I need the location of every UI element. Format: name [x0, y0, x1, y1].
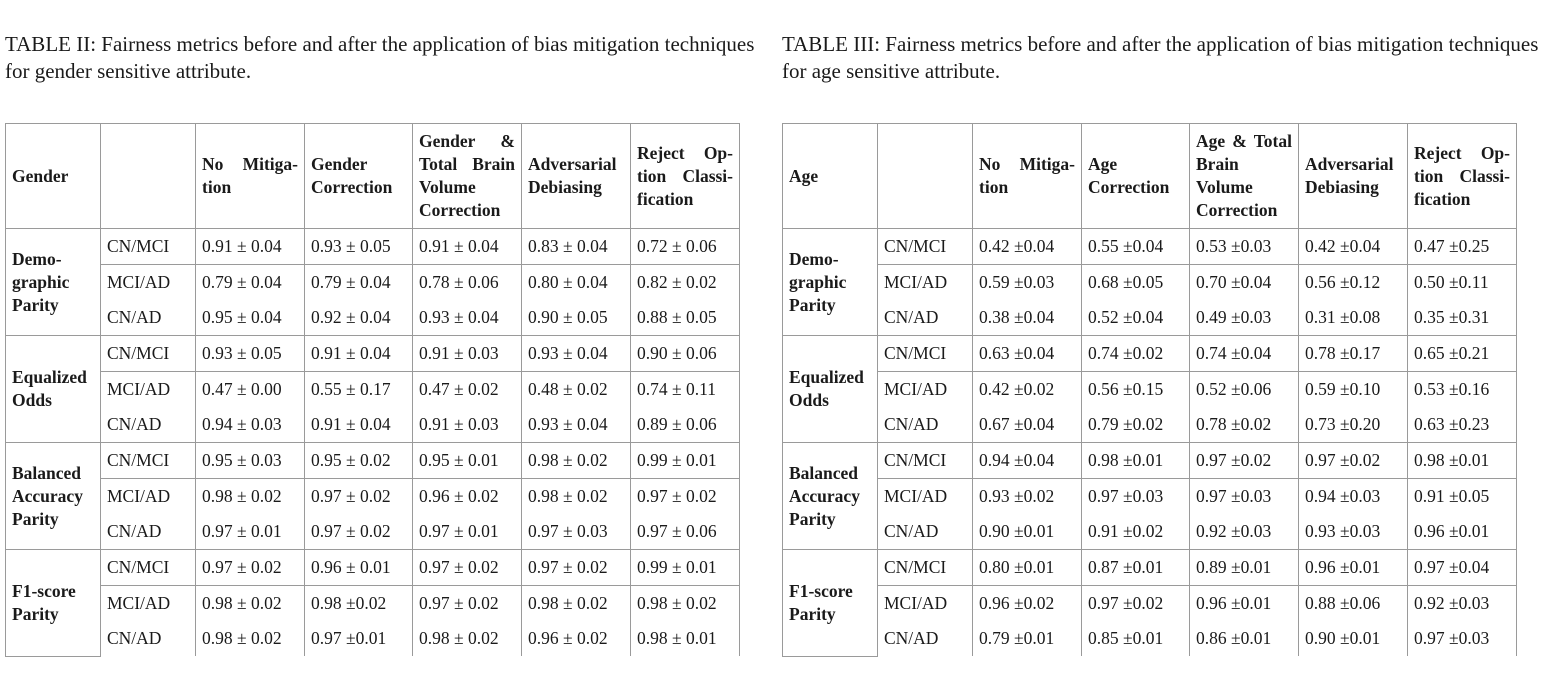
metric-value-cell: 0.97 ±0.03	[1408, 621, 1517, 656]
comparison-cell: MCI/AD	[878, 265, 973, 301]
table-row	[783, 479, 1517, 515]
metric-value-cell: 0.99 ± 0.01	[631, 443, 740, 479]
metric-name-cell: F1-score Parity	[6, 550, 101, 657]
metric-value-cell: 0.97 ±0.01	[305, 621, 413, 656]
metric-value-cell: 0.74 ±0.02	[1082, 336, 1190, 372]
metric-value-cell: 0.65 ±0.21	[1408, 336, 1517, 372]
metric-value-cell: 0.94 ±0.03	[1299, 479, 1408, 515]
metric-value-cell: 0.59 ±0.10	[1299, 372, 1408, 408]
metric-value-cell: 0.98 ± 0.01	[631, 621, 740, 656]
table-row	[6, 550, 740, 586]
metric-value-cell: 0.94 ± 0.03	[196, 407, 305, 443]
comparison-cell: CN/AD	[101, 514, 196, 550]
metric-value-cell: 0.31 ±0.08	[1299, 300, 1408, 336]
metric-value-cell: 0.97 ±0.03	[1190, 479, 1299, 515]
metric-value-cell: 0.87 ±0.01	[1082, 550, 1190, 586]
table-row	[6, 336, 740, 372]
metric-value-cell: 0.42 ±0.04	[1299, 229, 1408, 265]
metric-value-cell: 0.96 ± 0.02	[522, 621, 631, 656]
table-row	[783, 621, 1517, 656]
table-row	[6, 514, 740, 550]
metric-value-cell: 0.67 ±0.04	[973, 407, 1082, 443]
metric-value-cell: 0.59 ±0.03	[973, 265, 1082, 301]
metric-value-cell: 0.98 ±0.01	[1082, 443, 1190, 479]
metric-value-cell: 0.98 ± 0.02	[196, 586, 305, 622]
metric-value-cell: 0.78 ± 0.06	[413, 265, 522, 301]
table-row	[6, 300, 740, 336]
metric-value-cell: 0.96 ± 0.02	[413, 479, 522, 515]
metric-value-cell: 0.96 ±0.02	[973, 586, 1082, 622]
metric-value-cell: 0.92 ±0.03	[1190, 514, 1299, 550]
metric-value-cell: 0.48 ± 0.02	[522, 372, 631, 408]
table-row	[6, 372, 740, 408]
metric-value-cell: 0.73 ±0.20	[1299, 407, 1408, 443]
metric-value-cell: 0.97 ±0.02	[1082, 586, 1190, 622]
metric-value-cell: 0.42 ±0.04	[973, 229, 1082, 265]
fairness-table-gender	[5, 123, 740, 657]
metric-value-cell: 0.79 ±0.01	[973, 621, 1082, 656]
metric-value-cell: 0.78 ±0.17	[1299, 336, 1408, 372]
metric-value-cell: 0.90 ± 0.05	[522, 300, 631, 336]
header-reject-option-classification: Reject Op-tion Classi-fication	[1408, 124, 1517, 229]
metric-value-cell: 0.78 ±0.02	[1190, 407, 1299, 443]
metric-value-cell: 0.72 ± 0.06	[631, 229, 740, 265]
metric-value-cell: 0.98 ± 0.02	[196, 479, 305, 515]
header-comparison	[878, 124, 973, 229]
metric-value-cell: 0.74 ± 0.11	[631, 372, 740, 408]
header-attribute-correction: Gender Correction	[305, 124, 413, 229]
table-row	[783, 372, 1517, 408]
header-attribute-tbv-correction: Age & Total Brain Volume Correction	[1190, 124, 1299, 229]
table-row	[6, 586, 740, 622]
metric-value-cell: 0.80 ± 0.04	[522, 265, 631, 301]
header-sensitive-attribute: Age	[783, 124, 878, 229]
metric-value-cell: 0.82 ± 0.02	[631, 265, 740, 301]
metric-value-cell: 0.98 ±0.01	[1408, 443, 1517, 479]
metric-value-cell: 0.47 ±0.25	[1408, 229, 1517, 265]
metric-value-cell: 0.99 ± 0.01	[631, 550, 740, 586]
table-row	[6, 479, 740, 515]
metric-value-cell: 0.91 ± 0.04	[413, 229, 522, 265]
metric-value-cell: 0.98 ± 0.02	[522, 479, 631, 515]
metric-value-cell: 0.90 ± 0.06	[631, 336, 740, 372]
metric-value-cell: 0.95 ± 0.02	[305, 443, 413, 479]
comparison-cell: CN/AD	[101, 407, 196, 443]
metric-value-cell: 0.98 ± 0.02	[631, 586, 740, 622]
table-row	[6, 407, 740, 443]
metric-value-cell: 0.56 ±0.15	[1082, 372, 1190, 408]
table-header-row	[6, 124, 740, 229]
comparison-cell: CN/AD	[101, 300, 196, 336]
metric-value-cell: 0.86 ±0.01	[1190, 621, 1299, 656]
metric-name-cell: Balanced Accuracy Parity	[783, 443, 878, 550]
header-attribute-tbv-correction: Gender & Total Brain Volume Correction	[413, 124, 522, 229]
metric-value-cell: 0.91 ±0.02	[1082, 514, 1190, 550]
comparison-cell: MCI/AD	[101, 479, 196, 515]
metric-value-cell: 0.35 ±0.31	[1408, 300, 1517, 336]
metric-value-cell: 0.90 ±0.01	[973, 514, 1082, 550]
metric-value-cell: 0.97 ± 0.02	[413, 586, 522, 622]
metric-value-cell: 0.97 ± 0.06	[631, 514, 740, 550]
metric-value-cell: 0.96 ±0.01	[1299, 550, 1408, 586]
metric-value-cell: 0.56 ±0.12	[1299, 265, 1408, 301]
metric-value-cell: 0.98 ± 0.02	[522, 443, 631, 479]
metric-value-cell: 0.49 ±0.03	[1190, 300, 1299, 336]
table-row	[783, 514, 1517, 550]
header-adversarial-debiasing: Adversarial Debiasing	[522, 124, 631, 229]
metric-value-cell: 0.97 ± 0.02	[305, 479, 413, 515]
comparison-cell: CN/MCI	[878, 550, 973, 586]
metric-value-cell: 0.97 ±0.04	[1408, 550, 1517, 586]
header-adversarial-debiasing: Adversarial Debiasing	[1299, 124, 1408, 229]
metric-value-cell: 0.91 ± 0.04	[305, 336, 413, 372]
metric-value-cell: 0.74 ±0.04	[1190, 336, 1299, 372]
metric-value-cell: 0.94 ±0.04	[973, 443, 1082, 479]
comparison-cell: CN/MCI	[101, 336, 196, 372]
metric-value-cell: 0.96 ±0.01	[1408, 514, 1517, 550]
metric-value-cell: 0.79 ± 0.04	[196, 265, 305, 301]
metric-name-cell: Equalized Odds	[6, 336, 101, 443]
metric-value-cell: 0.89 ± 0.06	[631, 407, 740, 443]
header-comparison	[101, 124, 196, 229]
metric-value-cell: 0.47 ± 0.00	[196, 372, 305, 408]
comparison-cell: CN/MCI	[878, 443, 973, 479]
metric-value-cell: 0.97 ± 0.01	[196, 514, 305, 550]
metric-value-cell: 0.63 ±0.23	[1408, 407, 1517, 443]
metric-value-cell: 0.55 ±0.04	[1082, 229, 1190, 265]
metric-value-cell: 0.97 ± 0.01	[413, 514, 522, 550]
table-row	[6, 229, 740, 265]
header-attribute-correction: Age Correction	[1082, 124, 1190, 229]
table-row	[783, 443, 1517, 479]
metric-value-cell: 0.98 ±0.02	[305, 586, 413, 622]
metric-value-cell: 0.53 ±0.03	[1190, 229, 1299, 265]
table-header-row	[783, 124, 1517, 229]
metric-value-cell: 0.50 ±0.11	[1408, 265, 1517, 301]
metric-value-cell: 0.97 ± 0.02	[196, 550, 305, 586]
metric-value-cell: 0.95 ± 0.04	[196, 300, 305, 336]
comparison-cell: CN/MCI	[878, 229, 973, 265]
metric-value-cell: 0.53 ±0.16	[1408, 372, 1517, 408]
metric-value-cell: 0.55 ± 0.17	[305, 372, 413, 408]
header-reject-option-classification: Reject Op-tion Classi-fication	[631, 124, 740, 229]
metric-value-cell: 0.91 ± 0.03	[413, 336, 522, 372]
fairness-table-age	[782, 123, 1517, 657]
metric-value-cell: 0.52 ±0.06	[1190, 372, 1299, 408]
metric-value-cell: 0.79 ± 0.04	[305, 265, 413, 301]
metric-name-cell: Equalized Odds	[783, 336, 878, 443]
metric-value-cell: 0.92 ±0.03	[1408, 586, 1517, 622]
metric-value-cell: 0.97 ± 0.02	[631, 479, 740, 515]
table-row	[6, 265, 740, 301]
metric-value-cell: 0.79 ±0.02	[1082, 407, 1190, 443]
table-row	[783, 407, 1517, 443]
metric-value-cell: 0.91 ±0.05	[1408, 479, 1517, 515]
metric-value-cell: 0.85 ±0.01	[1082, 621, 1190, 656]
comparison-cell: CN/MCI	[101, 443, 196, 479]
metric-value-cell: 0.93 ± 0.04	[522, 336, 631, 372]
comparison-cell: CN/AD	[878, 514, 973, 550]
metric-value-cell: 0.95 ± 0.03	[196, 443, 305, 479]
metric-value-cell: 0.91 ± 0.04	[196, 229, 305, 265]
metric-value-cell: 0.95 ± 0.01	[413, 443, 522, 479]
comparison-cell: CN/AD	[878, 300, 973, 336]
metric-value-cell: 0.88 ± 0.05	[631, 300, 740, 336]
metric-value-cell: 0.97 ± 0.02	[305, 514, 413, 550]
table-row	[783, 229, 1517, 265]
table-caption: TABLE II: Fairness metrics before and after the application of bias mitigation techniques for gender sensitive attribute.	[5, 32, 755, 83]
metric-name-cell: F1-score Parity	[783, 550, 878, 657]
metric-value-cell: 0.98 ± 0.02	[522, 586, 631, 622]
metric-value-cell: 0.91 ± 0.03	[413, 407, 522, 443]
comparison-cell: CN/AD	[101, 621, 196, 656]
metric-value-cell: 0.96 ± 0.01	[305, 550, 413, 586]
metric-value-cell: 0.93 ±0.03	[1299, 514, 1408, 550]
metric-value-cell: 0.47 ± 0.02	[413, 372, 522, 408]
metric-value-cell: 0.80 ±0.01	[973, 550, 1082, 586]
table-row	[6, 443, 740, 479]
comparison-cell: CN/MCI	[101, 550, 196, 586]
metric-value-cell: 0.89 ±0.01	[1190, 550, 1299, 586]
table-row	[783, 300, 1517, 336]
table-caption: TABLE III: Fairness metrics before and after the application of bias mitigation techniques for age sensitive attribute.	[782, 32, 1539, 83]
metric-value-cell: 0.97 ±0.02	[1190, 443, 1299, 479]
comparison-cell: CN/AD	[878, 621, 973, 656]
metric-value-cell: 0.93 ± 0.05	[305, 229, 413, 265]
metric-value-cell: 0.83 ± 0.04	[522, 229, 631, 265]
table-row	[783, 586, 1517, 622]
comparison-cell: MCI/AD	[878, 479, 973, 515]
metric-value-cell: 0.68 ±0.05	[1082, 265, 1190, 301]
metric-value-cell: 0.98 ± 0.02	[196, 621, 305, 656]
comparison-cell: MCI/AD	[878, 586, 973, 622]
metric-value-cell: 0.91 ± 0.04	[305, 407, 413, 443]
metric-value-cell: 0.92 ± 0.04	[305, 300, 413, 336]
table-row	[783, 336, 1517, 372]
comparison-cell: MCI/AD	[101, 586, 196, 622]
metric-value-cell: 0.93 ±0.02	[973, 479, 1082, 515]
comparison-cell: MCI/AD	[101, 265, 196, 301]
table-row	[783, 550, 1517, 586]
header-sensitive-attribute: Gender	[6, 124, 101, 229]
metric-value-cell: 0.52 ±0.04	[1082, 300, 1190, 336]
metric-value-cell: 0.93 ± 0.04	[413, 300, 522, 336]
header-no-mitigation: No Mitiga-tion	[196, 124, 305, 229]
table-body	[783, 229, 1517, 657]
header-no-mitigation: No Mitiga-tion	[973, 124, 1082, 229]
comparison-cell: CN/AD	[878, 407, 973, 443]
metric-value-cell: 0.96 ±0.01	[1190, 586, 1299, 622]
metric-name-cell: Demo-graphic Parity	[783, 229, 878, 336]
metric-value-cell: 0.93 ± 0.04	[522, 407, 631, 443]
metric-name-cell: Demo-graphic Parity	[6, 229, 101, 336]
metric-value-cell: 0.63 ±0.04	[973, 336, 1082, 372]
comparison-cell: CN/MCI	[878, 336, 973, 372]
table-row	[783, 265, 1517, 301]
metric-value-cell: 0.93 ± 0.05	[196, 336, 305, 372]
metric-value-cell: 0.97 ± 0.03	[522, 514, 631, 550]
table-body	[6, 229, 740, 657]
metric-value-cell: 0.42 ±0.02	[973, 372, 1082, 408]
metric-name-cell: Balanced Accuracy Parity	[6, 443, 101, 550]
metric-value-cell: 0.97 ±0.02	[1299, 443, 1408, 479]
comparison-cell: CN/MCI	[101, 229, 196, 265]
table-row	[6, 621, 740, 656]
metric-value-cell: 0.90 ±0.01	[1299, 621, 1408, 656]
metric-value-cell: 0.97 ± 0.02	[413, 550, 522, 586]
comparison-cell: MCI/AD	[878, 372, 973, 408]
metric-value-cell: 0.38 ±0.04	[973, 300, 1082, 336]
comparison-cell: MCI/AD	[101, 372, 196, 408]
metric-value-cell: 0.97 ±0.03	[1082, 479, 1190, 515]
metric-value-cell: 0.88 ±0.06	[1299, 586, 1408, 622]
metric-value-cell: 0.70 ±0.04	[1190, 265, 1299, 301]
metric-value-cell: 0.98 ± 0.02	[413, 621, 522, 656]
metric-value-cell: 0.97 ± 0.02	[522, 550, 631, 586]
